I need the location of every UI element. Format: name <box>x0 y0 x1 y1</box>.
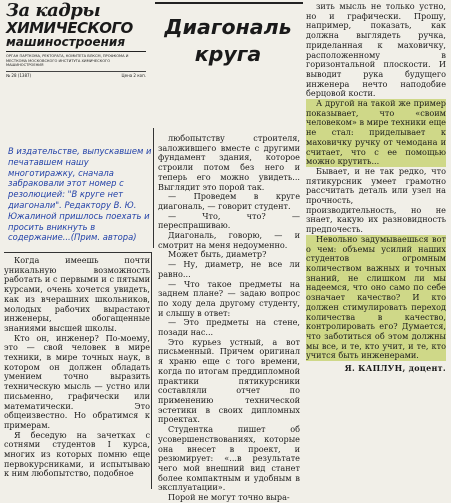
highlighted-paragraph: Невольно задумываешься вот о чем: объемы усилий наших студентов огромным количеством важных и точных знаний, не слишком ли мы надеемся, что оно само по себе означает качество? И кто должен стимулировать переход количества в качество, контролировать его? Думается, что заботиться об этом должны мы все, и те, кто учит, и те, кто учится быть инженерами. <box>306 233 446 361</box>
masthead <box>6 2 146 114</box>
column-divider <box>153 128 154 248</box>
masthead-line-1: За кадры <box>6 0 101 21</box>
masthead-rule <box>6 51 146 52</box>
title-line-2: круга <box>194 42 262 66</box>
masthead-line-3: машиностроения <box>6 35 126 49</box>
paragraph: Кто он, инженер? По-моему, это — свой человек в мире техники, в мире точных наук, в котором он должен обладать умением точно выразить техническую мысль — устно или письменно, графически или математически. Это общеизвестно. Но обратимся к примерам. <box>4 332 150 430</box>
paragraph: любопытству строителя, заложившего вместе с другими фундамент здания, которое строили потом без него и теперь его можно увидеть... Выглядит это порой так. <box>158 133 300 192</box>
paragraph: Когда имеешь почти уникальную возможность работать и с первыми и с пятыми курсами, очень хочется увидеть, как из вчерашних школьников, молодых рабочих вырастают инженеры, обогащенные знаниями высшей школы. <box>4 255 150 333</box>
paragraph: Может быть, диаметр? <box>168 249 267 260</box>
paragraph: Это курьез устный, а вот письменный. Причем оригинал я храню еще с того времени, когда по итогам преддипломной практики пятикурсники составляли отчет по применению технической эстетики в своих дипломных проектах. <box>158 336 300 425</box>
title-line-1: Диагональ <box>164 15 292 39</box>
paragraph: — Ну, диаметр, не все ли равно... <box>158 259 300 279</box>
issue-price: Цена 2 коп. <box>121 72 146 78</box>
paragraph: зить мысль не только устно, но и графически. Прошу, например, показать, как должна выглядеть ручка, приделанная к маховичку, расположенному в горизонтальной плоскости. И выводит рука будущего инженера нечто наподобие берцовой кости. <box>306 1 446 99</box>
masthead-imprint: ОРГАН ПАРТКОМА, РЕКТОРАТА, КОМИТЕТА ВЛКСМ, ПРОФКОМА И МЕСТКОМА МОСКОВСКОГО ИНСТИТУТА ХИМИЧЕСКОГО МАШИНОСТРОЕНИЯ <box>6 54 129 68</box>
title-rule <box>155 2 303 4</box>
author-signature: Я. КАПЛУН, доцент. <box>344 363 446 374</box>
paragraph: Бывает, и не так редко, что пятикурсник умеет грамотно рассчитать деталь или узел на прочность, производительность, но не знает, какую их разновидность предпочесть. <box>306 165 446 235</box>
paragraph: Студентка пишет об усовершенствованиях, которые она внесет в проект, и резюмирует: «...в результате чего мой внешний вид станет более компактным и удобным в эксплуатации». <box>158 424 300 493</box>
issue-number: № 28 (1387) <box>6 72 32 78</box>
masthead-line-2: ХИМИЧЕСКОГО <box>6 19 133 37</box>
article-column-3 <box>306 2 446 374</box>
paragraph: — Что такое предметы на заднем плане? — задаю вопрос по ходу дела другому студенту, и слышу в ответ: <box>158 278 300 318</box>
article-column-2 <box>158 134 300 503</box>
paragraph: — Проведем в круге диагональ, — говорит студент. <box>158 191 300 211</box>
paragraph: Диагональ, говорю, — и смотрит на меня недоуменно. <box>158 230 300 250</box>
paragraph: Порой не могут точно выра- <box>168 492 290 503</box>
article-column-1 <box>4 256 150 479</box>
paragraph: — Что, что? — переспрашиваю. <box>158 210 300 231</box>
masthead-issue-row <box>6 71 146 78</box>
highlighted-paragraph: А другой на такой же пример показывает, что «своим человеком» в мире техники еще не стал: приделывает к маховичку ручку от чемодана и считает, что с ее помощью можно крутить... <box>306 98 446 167</box>
editor-note: В издательстве, выпускавшем и печатавшем нашу многотиражку, сначала забраковали этот номер с резолюцией: "В круге нет диагонали". Редактору В. Ю. Южалиной пришлось поехать и просить вникнуть в содержание...(Прим. автора) <box>8 146 152 243</box>
paragraph: Я беседую на зачетках с сотнями студентов I курса, многих из которых помню еще первокурсниками, и испытываю к ним любопытство, подобное <box>4 429 150 479</box>
article-title <box>158 14 298 68</box>
paragraph: — Это предметы на стене, позади нас... <box>158 317 300 338</box>
